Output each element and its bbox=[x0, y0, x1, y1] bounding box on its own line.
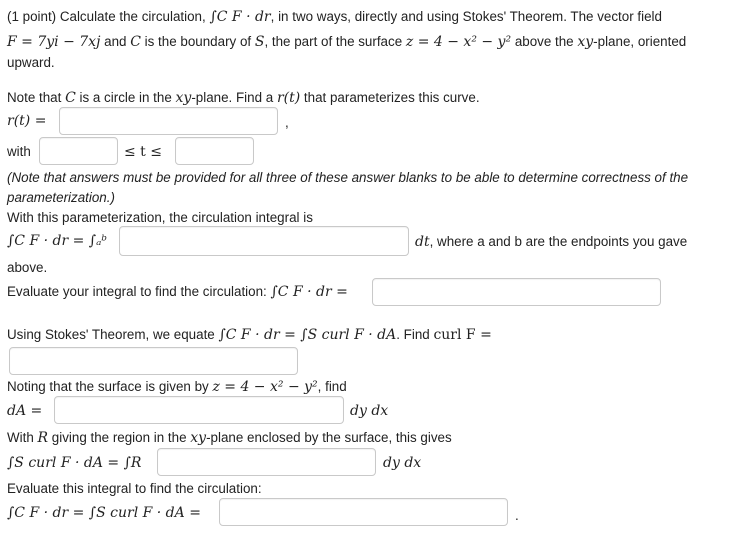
intro-oriented-text: -plane, oriented bbox=[593, 34, 687, 49]
region-pre: With bbox=[7, 430, 38, 445]
intro-suffix: , in two ways, directly and using Stokes' Theorem. The vector field bbox=[270, 9, 662, 24]
region-r: R bbox=[37, 430, 49, 446]
eval-math: ∫C F · dr = bbox=[270, 284, 348, 300]
intro-line-2 bbox=[7, 33, 686, 51]
surface-integral-label: ∫S curl F · dA = ∫R bbox=[7, 455, 142, 471]
final-label: ∫C F · dr = ∫S curl F · dA = bbox=[7, 505, 201, 521]
eval-label: Evaluate your integral to find the circulation: bbox=[7, 284, 271, 299]
circulation-value-input[interactable] bbox=[372, 278, 661, 306]
note-xy: xy bbox=[175, 90, 192, 106]
t-upper-input[interactable] bbox=[175, 137, 254, 165]
stokes-math: ∫C F · dr = ∫S curl F · dA bbox=[218, 327, 397, 343]
intro-line-3: upward. bbox=[7, 55, 55, 70]
r-label: r(t) = bbox=[7, 113, 47, 129]
noting-surface: z = 4 − x² − y² bbox=[212, 379, 318, 395]
region-end: -plane enclosed by the surface, this gives bbox=[206, 430, 452, 445]
param-note bbox=[7, 89, 480, 107]
intro-above-text: above the bbox=[511, 34, 578, 49]
note-mid: is a circle in the bbox=[75, 90, 176, 105]
surface-s: S bbox=[254, 34, 265, 50]
r-input[interactable] bbox=[59, 107, 278, 135]
r-comma: , bbox=[285, 115, 289, 130]
parameterization-note: (Note that answers must be provided for all three of these answer blanks to be able to determine correctness of the bbox=[7, 170, 689, 185]
stokes-intro: Using Stokes' Theorem, we equate bbox=[7, 327, 219, 342]
curve-c: C bbox=[130, 34, 141, 50]
region-dydx: dy dx bbox=[383, 455, 422, 471]
dA-dydx: dy dx bbox=[350, 403, 389, 419]
region-integral-input[interactable] bbox=[157, 448, 376, 476]
eval-line bbox=[7, 283, 348, 301]
with-label: with bbox=[7, 144, 31, 159]
dt-math: dt bbox=[415, 234, 430, 250]
final-circulation-input[interactable] bbox=[219, 498, 508, 526]
final-period: . bbox=[515, 508, 519, 523]
circulation-integral-math: ∫C F · dr bbox=[209, 9, 271, 25]
region-xy: xy bbox=[190, 430, 207, 446]
circ-lhs: ∫C F · dr = ∫ₐᵇ bbox=[7, 233, 107, 249]
curl-label: curl F = bbox=[433, 327, 492, 343]
intro-line-1 bbox=[7, 8, 662, 26]
dt-suffix-line bbox=[415, 233, 687, 251]
above-text: above. bbox=[7, 260, 48, 275]
intro-prefix: (1 point) Calculate the circulation, bbox=[7, 9, 210, 24]
dA-input[interactable] bbox=[54, 396, 344, 424]
t-range-label: ≤ t ≤ bbox=[124, 144, 162, 160]
noting-text: Noting that the surface is given by bbox=[7, 379, 213, 394]
intro-part-text: , the part of the surface bbox=[264, 34, 406, 49]
surface-equation: z = 4 − x² − y² bbox=[405, 34, 512, 50]
curl-input[interactable] bbox=[9, 347, 298, 375]
circ-intro: With this parameterization, the circulation integral is bbox=[7, 210, 313, 225]
note-r: r(t) bbox=[276, 90, 301, 106]
eval2-text: Evaluate this integral to find the circulation: bbox=[7, 481, 262, 496]
dA-label: dA = bbox=[7, 403, 43, 419]
note-prefix: Note that bbox=[7, 90, 66, 105]
region-mid: giving the region in the bbox=[48, 430, 191, 445]
stokes-find: . Find bbox=[396, 327, 434, 342]
note-end: that parameterizes this curve. bbox=[300, 90, 480, 105]
endpoints-text: , where a and b are the endpoints you gave bbox=[429, 234, 688, 249]
region-line bbox=[7, 429, 452, 447]
noting-line bbox=[7, 378, 347, 396]
integrand-input[interactable] bbox=[119, 226, 409, 256]
note-suffix: -plane. Find a bbox=[191, 90, 277, 105]
note-c: C bbox=[65, 90, 76, 106]
noting-find: , find bbox=[317, 379, 347, 394]
xy-math: xy bbox=[577, 34, 594, 50]
t-lower-input[interactable] bbox=[39, 137, 118, 165]
intro-boundary-text: is the boundary of bbox=[140, 34, 255, 49]
parameterization-note-2: parameterization.) bbox=[7, 190, 115, 205]
intro-and: and bbox=[100, 34, 131, 49]
stokes-line bbox=[7, 326, 492, 344]
vector-field-math: F = 7yi − 7xj bbox=[7, 34, 101, 50]
